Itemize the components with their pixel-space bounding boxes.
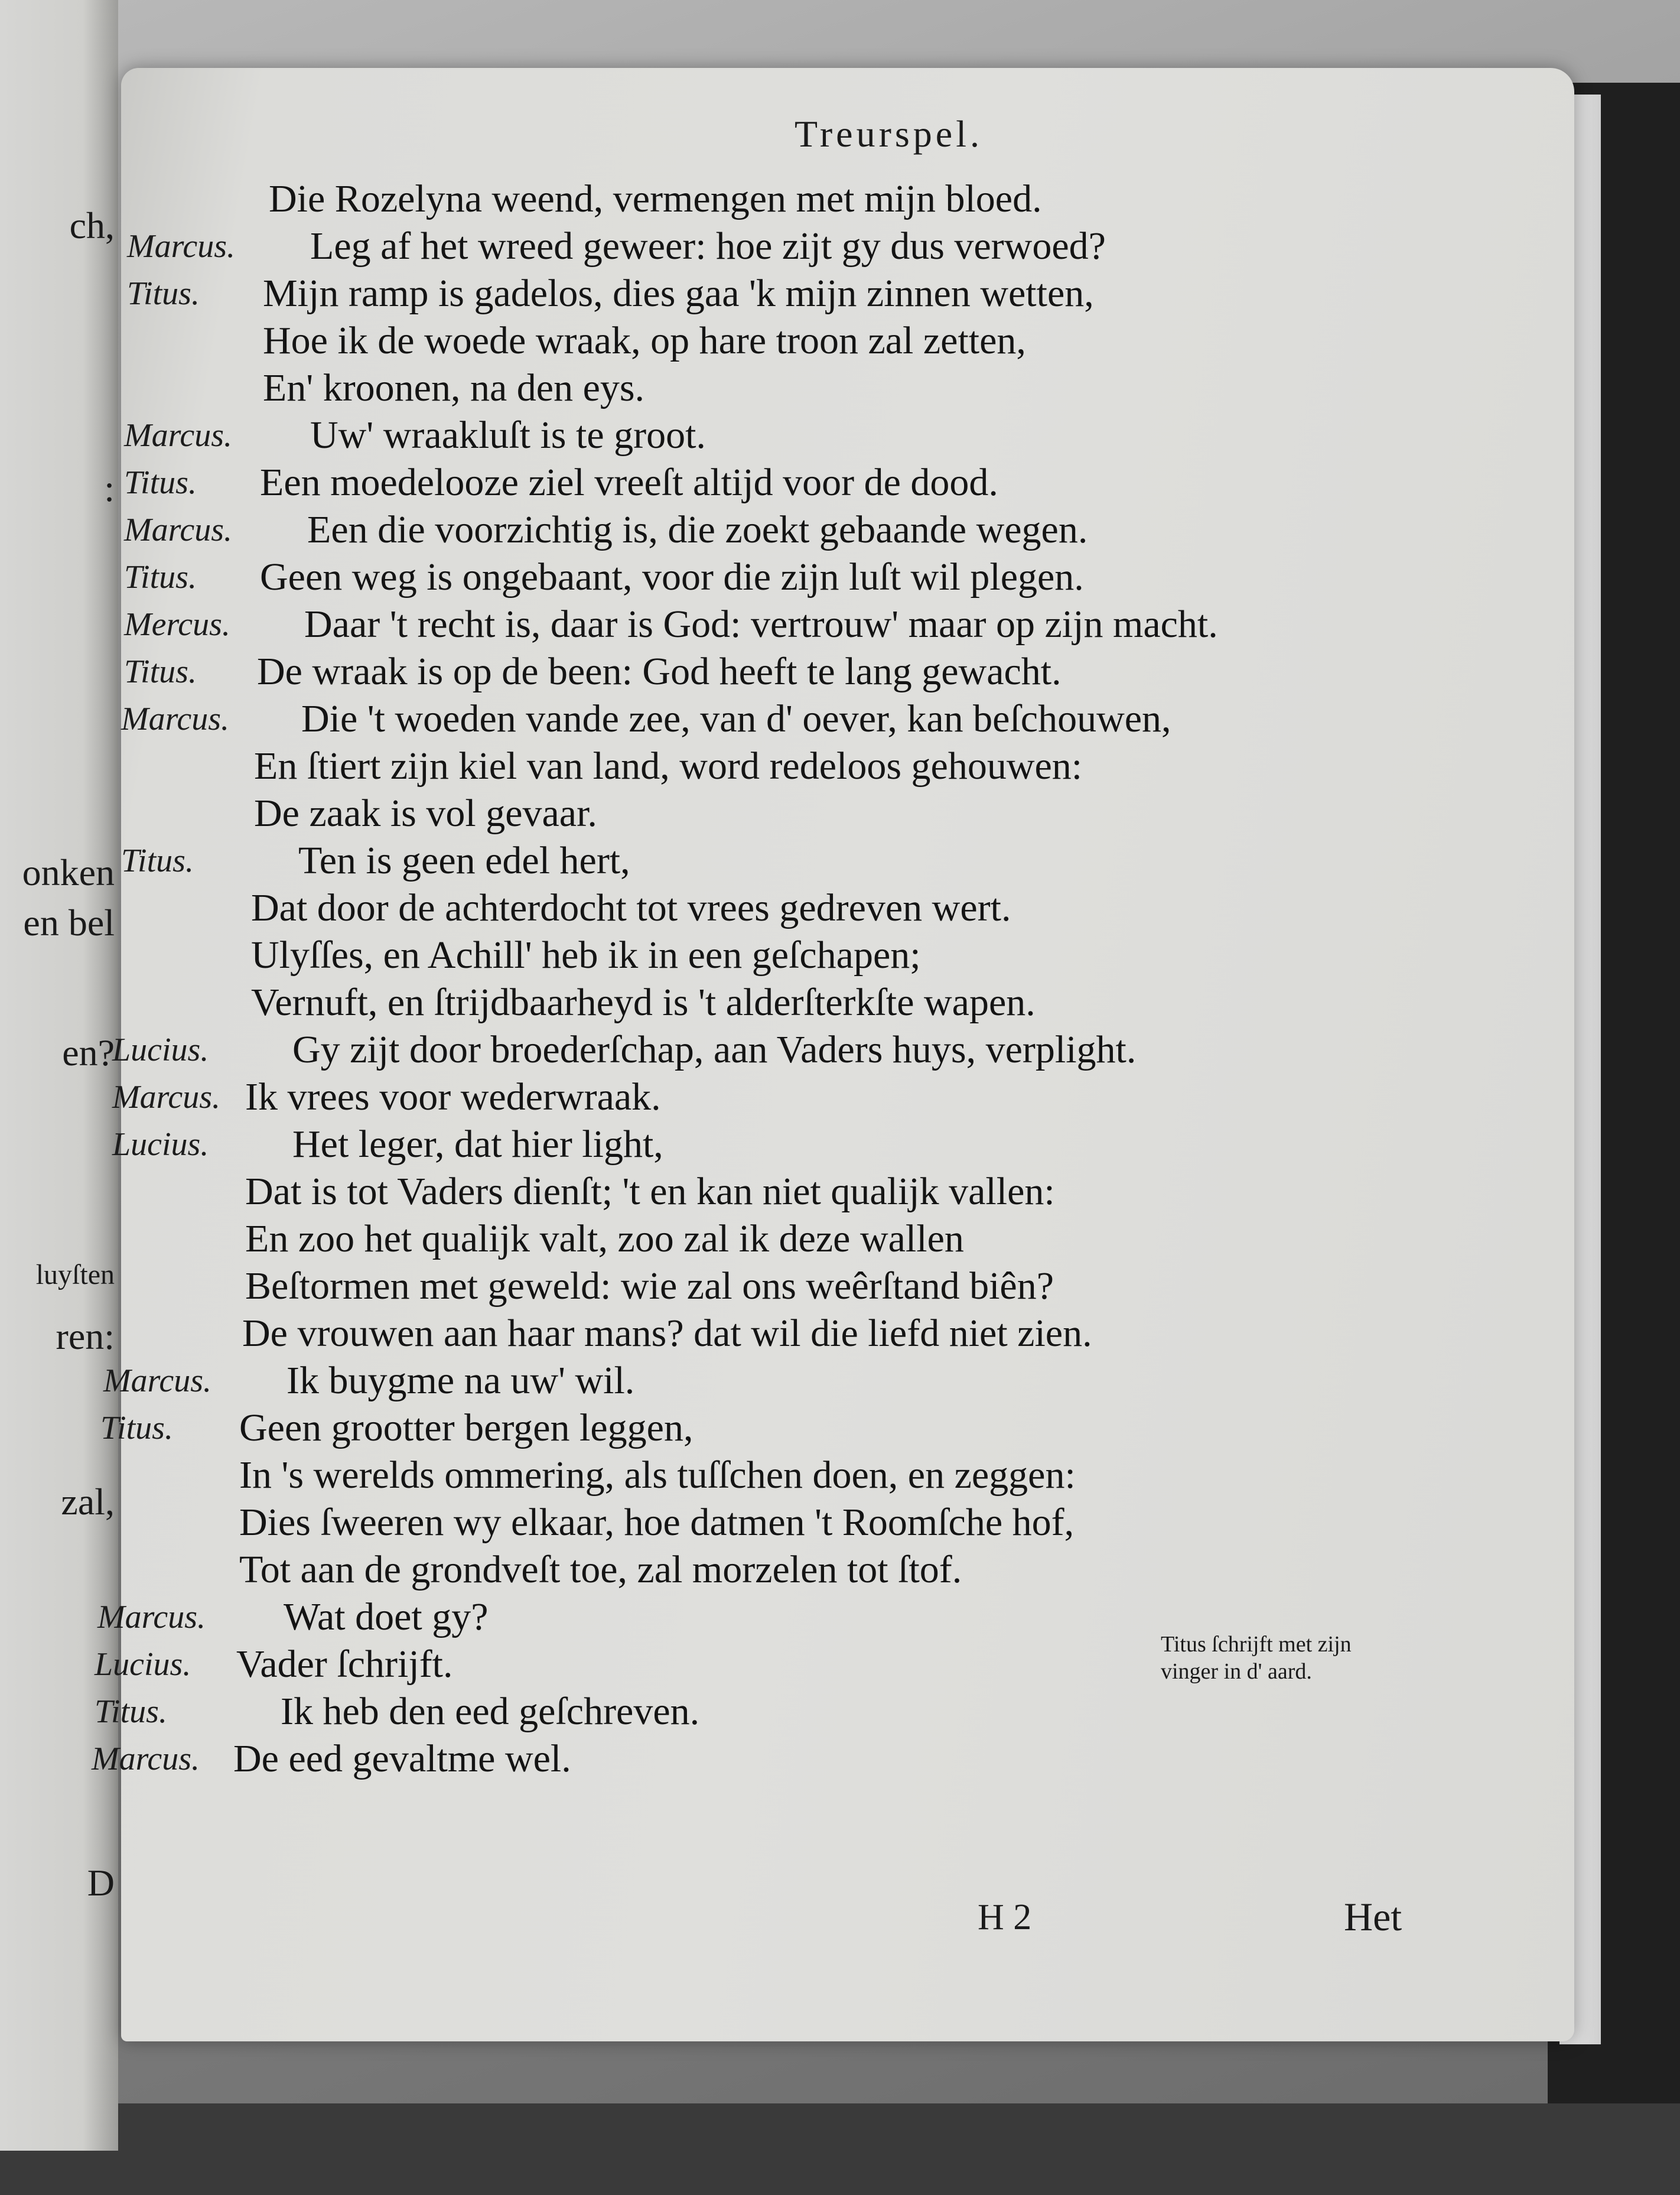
verse-text: En zoo het qualijk valt, zoo zal ik deze wallen: [245, 1217, 964, 1260]
speaker-name: Marcus.: [127, 228, 236, 265]
verse-text: In 's werelds ommering, als tuſſchen doen, en zeggen:: [239, 1453, 1076, 1497]
left-fragment: ren:: [56, 1315, 115, 1357]
verse-text: Dies ſweeren wy elkaar, hoe datmen 't Roomſche hof,: [239, 1501, 1075, 1544]
verse-text: Die 't woeden vande zee, van d' oever, kan beſchouwen,: [301, 697, 1171, 740]
verse-text: Vader ſchrijft.: [236, 1643, 453, 1686]
verse-text: Vernuft, en ſtrijdbaarheyd is 't alderſterkſte wapen.: [251, 981, 1036, 1024]
verse-text: Hoe ik de woede wraak, op hare troon zal zetten,: [263, 319, 1026, 362]
verse-text: Geen grootter bergen leggen,: [239, 1406, 694, 1449]
speaker-name: Marcus.: [124, 417, 233, 454]
left-fragment: en bel: [23, 902, 115, 944]
verse-text: Wat doet gy?: [284, 1595, 489, 1638]
left-fragment: D: [87, 1862, 115, 1904]
verse-text: De eed gevaltme wel.: [233, 1737, 571, 1780]
left-page: [0, 0, 118, 2151]
stage-direction-line: Titus ſchrijft met zijn: [1161, 1632, 1352, 1657]
speaker-name: Titus.: [121, 843, 194, 879]
verse-text: En' kroonen, na den eys.: [263, 366, 645, 409]
speaker-name: Lucius.: [112, 1032, 209, 1068]
running-head: Treurspel.: [795, 113, 983, 155]
verse-text: De wraak is op de been: God heeft te lang gewacht.: [257, 650, 1062, 693]
verse-text: Beſtormen met geweld: wie zal ons weêrſtand biên?: [245, 1264, 1054, 1308]
verse-text: Het leger, dat hier light,: [292, 1123, 663, 1166]
verse-text: Ik buygme na uw' wil.: [286, 1359, 635, 1402]
verse-text: Leg af het wreed geweer: hoe zijt gy dus verwoed?: [310, 225, 1106, 268]
verse-text: Ten is geen edel hert,: [298, 839, 630, 882]
verse-text: Geen weg is ongebaant, voor die zijn luſt wil plegen.: [260, 555, 1084, 599]
left-fragment: luyſten: [35, 1259, 115, 1290]
book-bottom: [0, 2103, 1680, 2195]
verse-text: Ulyſſes, en Achill' heb ik in een geſchapen;: [251, 934, 921, 977]
speaker-name: Titus.: [127, 275, 200, 312]
verse-text: En ſtiert zijn kiel van land, word redeloos gehouwen:: [254, 744, 1083, 788]
speaker-name: Marcus.: [92, 1741, 200, 1777]
left-fragment: en?: [62, 1032, 115, 1074]
book-page: [92, 68, 1574, 2041]
verse-text: De vrouwen aan haar mans? dat wil die liefd niet zien.: [242, 1312, 1092, 1355]
stage-direction-line: vinger in d' aard.: [1161, 1659, 1312, 1684]
verse-text: Dat is tot Vaders dienſt; 't en kan niet qualijk vallen:: [245, 1170, 1055, 1213]
speaker-name: Marcus.: [97, 1599, 206, 1635]
catchword: Het: [1344, 1894, 1402, 1939]
left-fragment: zal,: [61, 1481, 115, 1523]
left-fragment: onken: [22, 851, 115, 893]
verse-text: Gy zijt door broederſchap, aan Vaders huys, verplight.: [292, 1028, 1137, 1071]
verse-text: De zaak is vol gevaar.: [254, 792, 597, 835]
speaker-name: Mercus.: [124, 606, 230, 643]
verse-text: Die Rozelyna weend, vermengen met mijn bloed.: [269, 177, 1042, 220]
signature-mark: H 2: [978, 1897, 1032, 1937]
verse-text: Ik vrees voor wederwraak.: [245, 1075, 661, 1118]
speaker-name: Titus.: [124, 653, 197, 690]
verse-text: Dat door de achterdocht tot vrees gedreven wert.: [251, 886, 1011, 929]
verse-text: Een moedelooze ziel vreeſt altijd voor de dood.: [260, 461, 998, 504]
left-fragment: ch,: [69, 204, 115, 246]
speaker-name: Titus.: [124, 464, 197, 501]
speaker-name: Lucius.: [112, 1126, 209, 1163]
speaker-name: Titus.: [100, 1410, 173, 1446]
verse-text: Ik heb den eed geſchreven.: [281, 1690, 700, 1733]
speaker-name: Marcus.: [124, 512, 233, 548]
speaker-name: Marcus.: [103, 1362, 212, 1399]
verse-text: Tot aan de grondveſt toe, zal morzelen tot ſtof.: [239, 1548, 962, 1591]
speaker-name: Lucius.: [95, 1646, 191, 1683]
left-fragment: :: [104, 467, 115, 509]
verse-text: Uw' wraakluſt is te groot.: [310, 414, 706, 457]
speaker-name: Marcus.: [121, 701, 230, 737]
speaker-name: Titus.: [124, 559, 197, 596]
verse-text: Mijn ramp is gadelos, dies gaa 'k mijn zinnen wetten,: [263, 272, 1094, 315]
stage-direction: [1161, 1631, 1352, 1685]
verse-text: Daar 't recht is, daar is God: vertrouw' maar op zijn macht.: [304, 603, 1218, 646]
verse-text: Een die voorzichtig is, die zoekt gebaande wegen.: [307, 508, 1088, 551]
speaker-name: Marcus.: [112, 1079, 221, 1116]
speaker-name: Titus.: [95, 1693, 167, 1730]
